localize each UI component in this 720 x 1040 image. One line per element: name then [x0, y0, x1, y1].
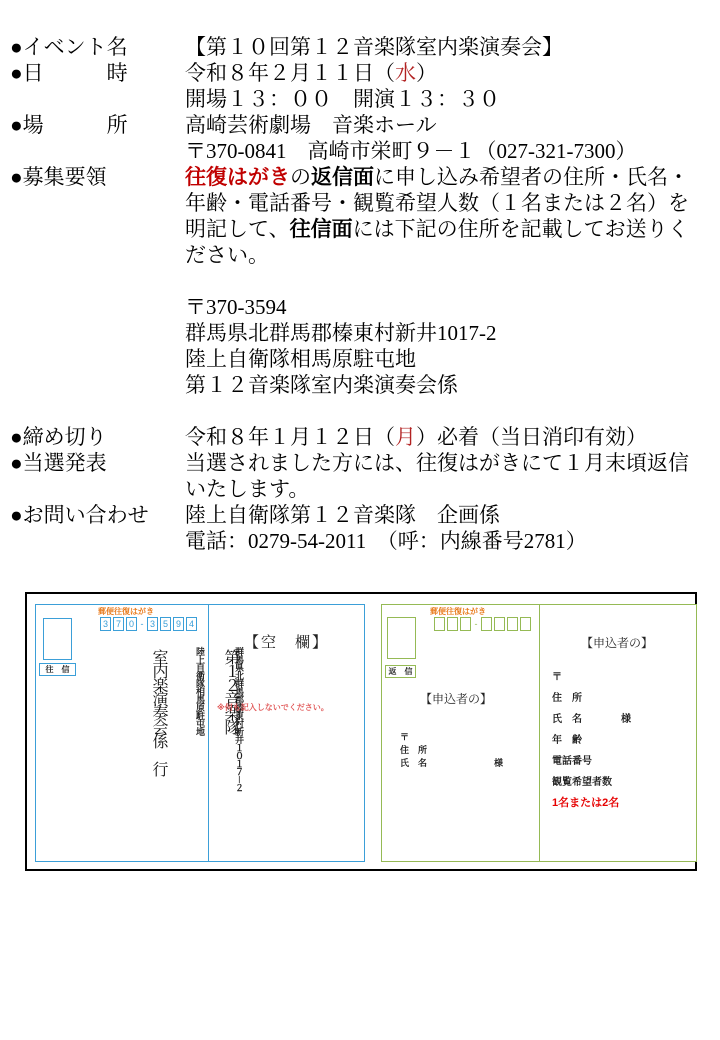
- doc-text-segment: 群馬県北群馬郡榛東村新井1017-2: [185, 321, 497, 345]
- doc-text-line: [185, 320, 716, 346]
- doc-text-line: [185, 138, 716, 164]
- postal-hyphen: -: [140, 619, 144, 629]
- postal-digit-box: [481, 617, 492, 631]
- doc-row: [10, 502, 716, 554]
- doc-text-segment: 返信面: [311, 165, 374, 189]
- field-line: [552, 772, 619, 793]
- doc-row-content: [185, 164, 716, 424]
- field-line: [552, 730, 619, 751]
- stamp-box: [43, 618, 72, 660]
- applicant-section-title: 【申込者の】: [581, 636, 654, 650]
- honorific-label: 様: [621, 714, 631, 725]
- card-fold-divider: [539, 605, 540, 861]
- doc-row-content: [185, 502, 716, 554]
- doc-text-line: [185, 34, 716, 60]
- doc-row-content: [185, 450, 716, 502]
- doc-row-label: ●当選発表: [10, 451, 107, 475]
- doc-row-label: ●募集要領: [10, 165, 107, 189]
- doc-row: [10, 450, 716, 502]
- name-field-label: 氏 名: [400, 758, 428, 768]
- postal-digit-box: 3: [147, 617, 158, 631]
- event-notice-text: [10, 34, 716, 554]
- doc-text-line: [185, 502, 716, 528]
- postal-digit-box: 7: [113, 617, 124, 631]
- postal-code-boxes: [100, 617, 199, 631]
- doc-row-label: ●お問い合わせ: [10, 503, 149, 527]
- field-line: [400, 731, 427, 744]
- doc-text-line: [185, 424, 716, 450]
- postcard-diagram: [25, 592, 697, 871]
- doc-text-line: [185, 398, 716, 424]
- doc-row: [10, 112, 716, 164]
- doc-text-segment: 往復はがき: [185, 165, 290, 189]
- field-line: [552, 709, 631, 730]
- capacity-emphasis-label: 1名または2名: [552, 797, 620, 809]
- doc-text-line: [185, 294, 716, 320]
- addressee-line: 第１２音楽隊: [222, 649, 239, 733]
- doc-row-label: ●イベント名: [10, 35, 128, 59]
- doc-text-segment: 往信面: [289, 217, 353, 241]
- field-label: 年 齢: [552, 735, 582, 746]
- doc-text-segment: 水: [395, 61, 416, 85]
- doc-text-line: [185, 528, 716, 554]
- postal-digit-box: 0: [126, 617, 137, 631]
- field-line: [400, 757, 504, 770]
- reply-direction-label: 返 信: [385, 665, 416, 678]
- field-line: [552, 667, 619, 688]
- doc-text-segment: 〒370-3594: [185, 295, 287, 319]
- doc-text-line: [185, 372, 716, 398]
- doc-text-segment: 開場１３：００ 開演１３：３０: [185, 87, 500, 111]
- doc-row-label: ●締め切り: [10, 425, 107, 449]
- doc-row: [10, 424, 716, 450]
- doc-text-segment: ださい。: [185, 243, 269, 267]
- postal-digit-box: [447, 617, 458, 631]
- postcard-reply: [381, 604, 697, 862]
- postal-digit-box: [434, 617, 445, 631]
- address-line: 群馬県北群馬郡榛東村新井１０１７－２: [234, 647, 244, 792]
- blank-column-note: ※何も記入しないでください。: [217, 703, 329, 712]
- postal-digit-box: 3: [100, 617, 111, 631]
- postal-mark: 〒: [400, 732, 410, 742]
- doc-text-line: [185, 242, 716, 268]
- field-line: [400, 744, 427, 757]
- doc-text-segment: 高崎芸術劇場 音楽ホール: [185, 113, 437, 137]
- field-line: [552, 793, 619, 814]
- doc-text-line: [185, 164, 716, 190]
- doc-row: [10, 60, 716, 112]
- doc-row-content: [185, 112, 716, 164]
- doc-text-segment: 第１２音楽隊室内楽演奏会係: [185, 373, 458, 397]
- field-line: [552, 751, 619, 772]
- postal-digit-box: [460, 617, 471, 631]
- postal-digit-box: 4: [186, 617, 197, 631]
- applicant-section-title: 【申込者の】: [420, 692, 493, 706]
- applicant-detail-fields: [552, 667, 631, 814]
- honorific-label: 様: [494, 758, 504, 768]
- doc-text-line: [185, 60, 716, 86]
- doc-text-line: [185, 268, 716, 294]
- doc-row: [10, 164, 716, 424]
- doc-row-content: [185, 34, 716, 60]
- doc-text-line: [185, 190, 716, 216]
- postcard-header-text: 郵便往復はがき: [98, 607, 154, 616]
- address-field-label: 住 所: [400, 745, 428, 755]
- doc-text-segment: の: [290, 165, 311, 189]
- postcard-outbound: [35, 604, 365, 862]
- field-label: 電話番号: [552, 756, 592, 767]
- postcard-header-text: 郵便往復はがき: [430, 607, 486, 616]
- doc-row: [10, 34, 716, 60]
- doc-text-segment: 令和８年２月１１日（: [185, 61, 395, 85]
- doc-text-segment: 月: [395, 425, 416, 449]
- field-label: 観覧希望者数: [552, 777, 612, 788]
- field-label: 氏 名: [552, 714, 582, 725]
- doc-text-segment: 陸上自衛隊第１２音楽隊 企画係: [185, 503, 500, 527]
- doc-text-segment: 〒370-0841 高崎市栄町９－１（027-321-7300）: [185, 139, 637, 163]
- doc-text-segment: 【第１０回第１２音楽隊室内楽演奏会】: [185, 35, 563, 59]
- postal-digit-box: [507, 617, 518, 631]
- field-line: [552, 688, 619, 709]
- doc-text-line: [185, 476, 716, 502]
- doc-text-segment: 年齢・電話番号・観覧希望人数（１名または２名）を: [185, 191, 689, 215]
- doc-text-segment: には下記の住所を記載してお送りく: [352, 217, 689, 241]
- doc-row-label: ●場 所: [10, 113, 128, 137]
- stamp-box: [387, 617, 416, 659]
- postal-digit-box: [520, 617, 531, 631]
- doc-text-line: [185, 86, 716, 112]
- field-label: 〒: [552, 672, 562, 683]
- doc-text-line: [185, 216, 716, 242]
- outbound-direction-label: 往 信: [39, 663, 76, 676]
- postal-digit-box: [494, 617, 505, 631]
- doc-row-content: [185, 424, 716, 450]
- doc-text-segment: に申し込み希望者の住所・氏名・: [374, 165, 689, 189]
- doc-text-segment: ）: [416, 61, 437, 85]
- postal-code-boxes: [434, 617, 533, 631]
- blank-column-title: 【空 欄】: [243, 634, 329, 651]
- doc-text-segment: 令和８年１月１２日（: [185, 425, 395, 449]
- doc-text-line: [185, 346, 716, 372]
- postal-digit-box: 5: [160, 617, 171, 631]
- doc-row-content: [185, 60, 716, 112]
- doc-text-segment: 当選されました方には、往復はがきにて１月末頃返信: [185, 451, 689, 475]
- doc-text-line: [185, 112, 716, 138]
- postal-digit-box: 9: [173, 617, 184, 631]
- doc-row-label: ●日 時: [10, 61, 128, 85]
- field-label: 住 所: [552, 693, 582, 704]
- doc-text-segment: 陸上自衛隊相馬原駐屯地: [185, 347, 416, 371]
- addressee-line: 室内楽演奏会係 行: [150, 649, 167, 775]
- doc-text-line: [185, 450, 716, 476]
- doc-text-segment: 電話：0279-54-2011 （呼：内線番号2781）: [185, 529, 587, 553]
- address-line: 陸上自衛隊相馬原駐屯地: [195, 647, 205, 735]
- applicant-address-fields: [400, 731, 504, 770]
- doc-text-segment: いたします。: [185, 477, 310, 501]
- addressee-vertical: [98, 649, 290, 849]
- doc-text-segment: 明記して、: [185, 217, 290, 241]
- doc-text-segment: ）必着（当日消印有効）: [416, 425, 647, 449]
- postal-hyphen: -: [474, 619, 478, 629]
